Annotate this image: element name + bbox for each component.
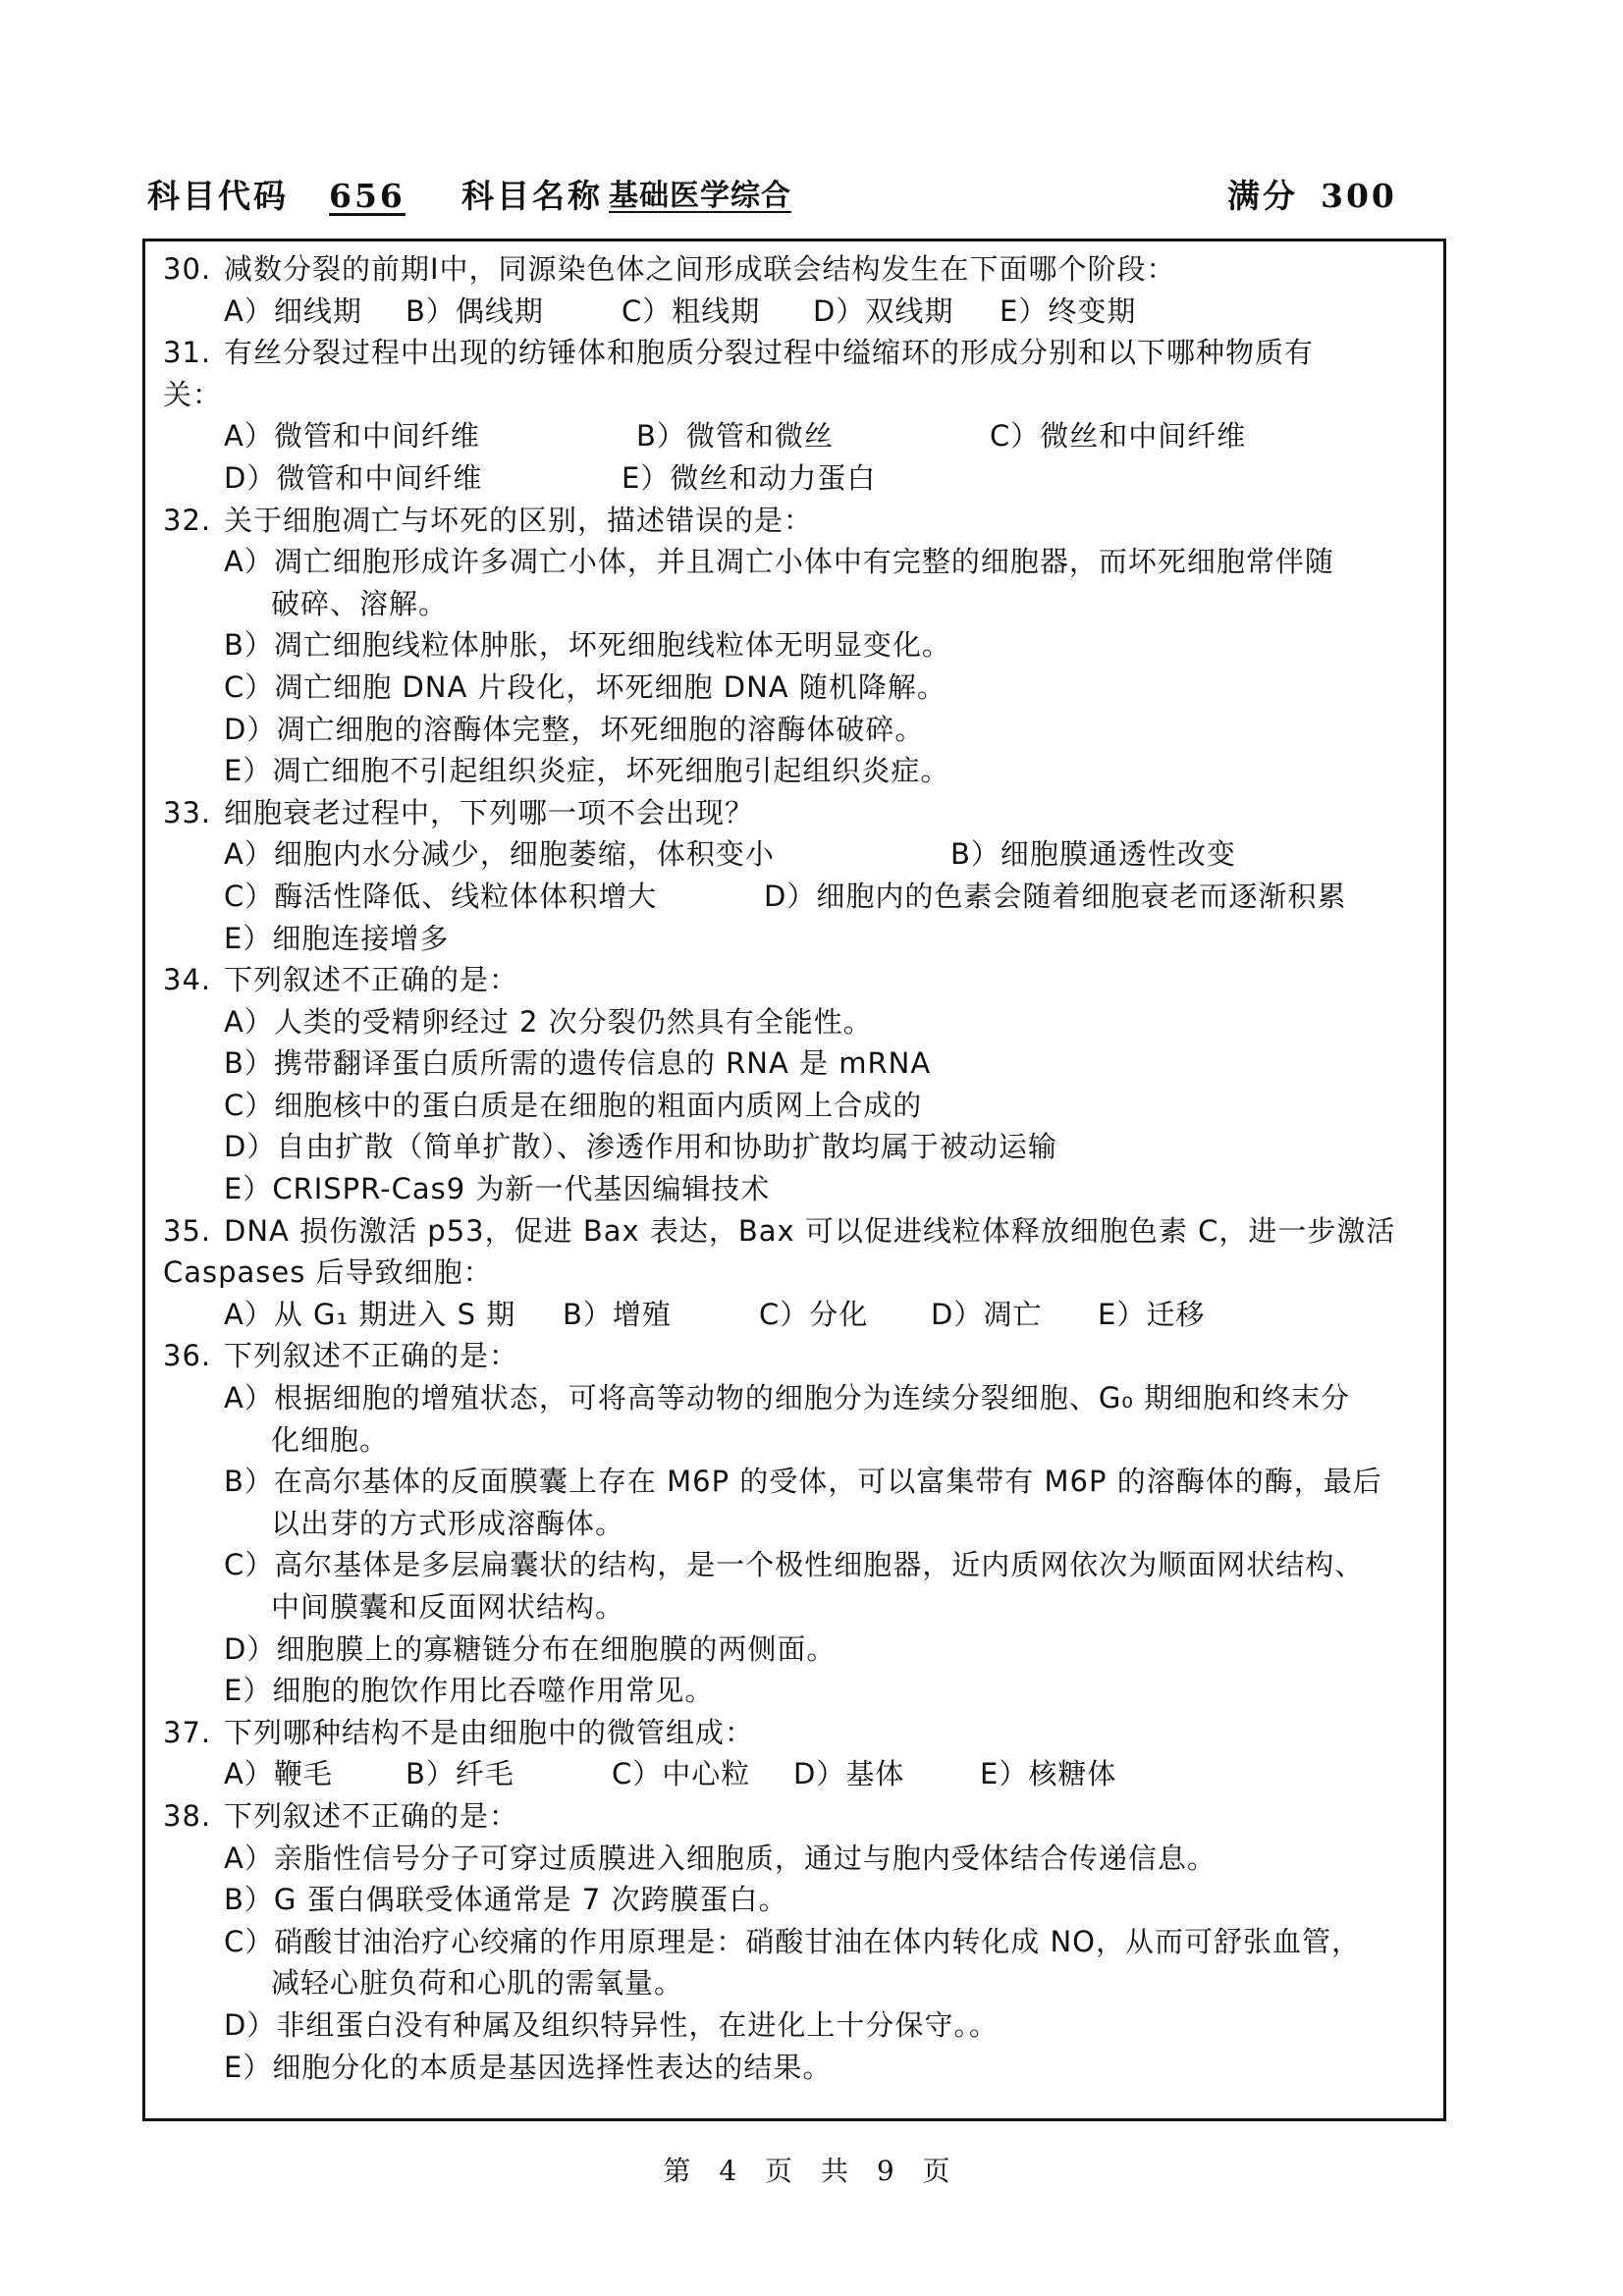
answer-option: D）微管和中间纤维 xyxy=(224,460,483,495)
answer-option: E）CRISPR-Cas9 为新一代基因编辑技术 xyxy=(224,1172,771,1206)
answer-option-continued: 中间膜囊和反面网状结构。 xyxy=(271,1590,625,1624)
answer-option: B）纤毛 xyxy=(406,1757,514,1791)
question-stem xyxy=(163,1795,1434,1838)
answer-option: E）终变期 xyxy=(1000,294,1137,328)
question-item xyxy=(163,1712,1434,1795)
answer-option: C）粗线期 xyxy=(622,294,761,328)
answer-option: D）细胞内的色素会随着细胞衰老而逐渐积累 xyxy=(764,879,1347,913)
option-row xyxy=(163,1753,1434,1795)
answer-option: C）分化 xyxy=(759,1297,869,1331)
answer-option: D）细胞膜上的寡糖链分布在细胞膜的两侧面。 xyxy=(224,1631,837,1666)
answer-option-continued: 减轻心脏负荷和心肌的需氧量。 xyxy=(271,1966,684,2001)
answer-option: A）人类的受精卵经过 2 次分裂仍然具有全能性。 xyxy=(224,1004,873,1039)
question-stem xyxy=(163,248,1434,291)
answer-option: E）核糖体 xyxy=(980,1757,1117,1791)
answer-option: D）双线期 xyxy=(813,294,954,328)
question-item xyxy=(163,500,1434,792)
answer-option: A）凋亡细胞形成许多凋亡小体，并且凋亡小体中有完整的细胞器，而坏死细胞常伴随 xyxy=(224,545,1334,579)
question-stem xyxy=(163,500,1434,542)
answer-option: D）基体 xyxy=(793,1757,905,1791)
question-stem-text: 关于细胞凋亡与坏死的区别，描述错误的是： xyxy=(224,503,814,537)
question-stem-text: 下列哪种结构不是由细胞中的微管组成： xyxy=(224,1715,755,1749)
answer-option: E）细胞分化的本质是基因选择性表达的结果。 xyxy=(224,2050,833,2084)
answer-option: E）迁移 xyxy=(1098,1297,1206,1331)
answer-option: C）微丝和中间纤维 xyxy=(990,419,1247,454)
answer-option: D）凋亡 xyxy=(931,1297,1043,1331)
subject-code-label: 科目代码 xyxy=(147,177,289,215)
option-row xyxy=(163,833,1434,876)
question-stem xyxy=(163,1712,1434,1754)
exam-header xyxy=(147,172,1397,221)
answer-option: C）细胞核中的蛋白质是在细胞的粗面内质网上合成的 xyxy=(224,1088,923,1122)
answer-option: A）细胞内水分减少，细胞萎缩，体积变小 xyxy=(224,837,775,872)
answer-option: D）非组蛋白没有种属及组织特异性，在进化上十分保守。。 xyxy=(224,2007,999,2042)
question-stem-text: Caspases 后导致细胞： xyxy=(163,1255,493,1290)
answer-option: E）细胞连接增多 xyxy=(224,921,450,955)
question-item xyxy=(163,792,1434,959)
question-item xyxy=(163,248,1434,332)
answer-option: C）高尔基体是多层扁囊状的结构，是一个极性细胞器，近内质网依次为顺面网状结构、 xyxy=(224,1548,1365,1582)
question-stem-text: 关： xyxy=(163,377,223,411)
question-box xyxy=(142,239,1446,2121)
full-score-value: 300 xyxy=(1321,177,1397,215)
question-number: 37. xyxy=(163,1715,212,1749)
answer-option-continued: 化细胞。 xyxy=(271,1422,390,1457)
answer-option: B）偶线期 xyxy=(406,294,544,328)
question-stem xyxy=(163,792,1434,834)
question-stem xyxy=(163,332,1434,374)
answer-option: C）硝酸甘油治疗心绞痛的作用原理是：硝酸甘油在体内转化成 NO，从而可舒张血管， xyxy=(224,1924,1361,1958)
question-number: 30. xyxy=(163,252,212,286)
question-number: 38. xyxy=(163,1798,212,1833)
answer-option: A）细线期 xyxy=(224,294,362,328)
answer-option: B）携带翻译蛋白质所需的遗传信息的 RNA 是 mRNA xyxy=(224,1046,932,1081)
answer-option: B）微管和微丝 xyxy=(636,419,834,454)
question-number: 33. xyxy=(163,795,212,829)
option-row xyxy=(163,1294,1434,1336)
question-item xyxy=(163,332,1434,499)
answer-option: E）凋亡细胞不引起组织炎症，坏死细胞引起组织炎症。 xyxy=(224,754,950,788)
question-stem-text: 细胞衰老过程中，下列哪一项不会出现？ xyxy=(224,795,755,829)
answer-option: C）酶活性降低、线粒体体积增大 xyxy=(224,879,658,913)
question-stem-text: 下列叙述不正确的是： xyxy=(224,1798,519,1833)
answer-option: C）凋亡细胞 DNA 片段化，坏死细胞 DNA 随机降解。 xyxy=(224,669,947,704)
question-stem xyxy=(163,1335,1434,1377)
answer-option: E）细胞的胞饮作用比吞噬作用常见。 xyxy=(224,1674,715,1708)
question-stem-continued xyxy=(163,1252,1434,1294)
question-number: 35. xyxy=(163,1213,212,1248)
question-number: 36. xyxy=(163,1339,212,1373)
subject-name-label: 科目名称 xyxy=(461,177,603,215)
question-stem-continued xyxy=(163,374,1434,416)
answer-option: B）G 蛋白偶联受体通常是 7 次跨膜蛋白。 xyxy=(224,1883,788,1917)
question-item xyxy=(163,1335,1434,1711)
question-stem-text: 下列叙述不正确的是： xyxy=(224,1339,519,1373)
answer-option: D）凋亡细胞的溶酶体完整，坏死细胞的溶酶体破碎。 xyxy=(224,712,925,746)
option-row xyxy=(163,291,1434,333)
answer-option: C）中心粒 xyxy=(612,1757,751,1791)
question-item xyxy=(163,959,1434,1210)
question-item xyxy=(163,1795,1434,2088)
option-row xyxy=(163,918,1434,960)
answer-option: B）细胞膜通透性改变 xyxy=(950,837,1236,872)
full-score-label: 满分 xyxy=(1227,177,1298,215)
question-stem-text: 有丝分裂过程中出现的纺锤体和胞质分裂过程中缢缩环的形成分别和以下哪种物质有 xyxy=(224,336,1315,370)
option-row xyxy=(163,457,1434,500)
answer-option: B）增殖 xyxy=(563,1297,672,1331)
question-stem-text: 下列叙述不正确的是： xyxy=(224,963,519,997)
answer-option: A）微管和中间纤维 xyxy=(224,419,480,454)
question-stem xyxy=(163,1210,1434,1253)
answer-option-continued: 破碎、溶解。 xyxy=(271,586,449,620)
option-row xyxy=(163,876,1434,918)
page-footer: 第 4 页 共 9 页 xyxy=(663,2155,960,2187)
question-stem-text: DNA 损伤激活 p53，促进 Bax 表达，Bax 可以促进线粒体释放细胞色素 C，进一步激活 xyxy=(224,1213,1396,1248)
answer-option: B）在高尔基体的反面膜囊上存在 M6P 的受体，可以富集带有 M6P 的溶酶体的酶，最后 xyxy=(224,1465,1382,1499)
answer-option: A）从 G₁ 期进入 S 期 xyxy=(224,1297,516,1331)
option-row xyxy=(163,415,1434,457)
question-list xyxy=(163,248,1434,2088)
question-number: 31. xyxy=(163,336,212,370)
answer-option-continued: 以出芽的方式形成溶酶体。 xyxy=(271,1506,625,1540)
question-number: 32. xyxy=(163,503,212,537)
answer-option: A）根据细胞的增殖状态，可将高等动物的细胞分为连续分裂细胞、G₀ 期细胞和终末分 xyxy=(224,1381,1351,1415)
answer-option: A）鞭毛 xyxy=(224,1757,333,1791)
subject-code-value: 656 xyxy=(329,177,406,215)
subject-name-value: 基础医学综合 xyxy=(609,179,791,213)
question-item xyxy=(163,1210,1434,1336)
answer-option: D）自由扩散（简单扩散）、渗透作用和协助扩散均属于被动运输 xyxy=(224,1130,1057,1164)
question-stem xyxy=(163,959,1434,1001)
question-number: 34. xyxy=(163,963,212,997)
answer-option: E）微丝和动力蛋白 xyxy=(622,460,877,495)
answer-option: A）亲脂性信号分子可穿过质膜进入细胞质，通过与胞内受体结合传递信息。 xyxy=(224,1841,1217,1875)
answer-option: B）凋亡细胞线粒体肿胀，坏死细胞线粒体无明显变化。 xyxy=(224,628,951,663)
question-stem-text: 减数分裂的前期Ⅰ中，同源染色体之间形成联会结构发生在下面哪个阶段： xyxy=(224,252,1176,286)
